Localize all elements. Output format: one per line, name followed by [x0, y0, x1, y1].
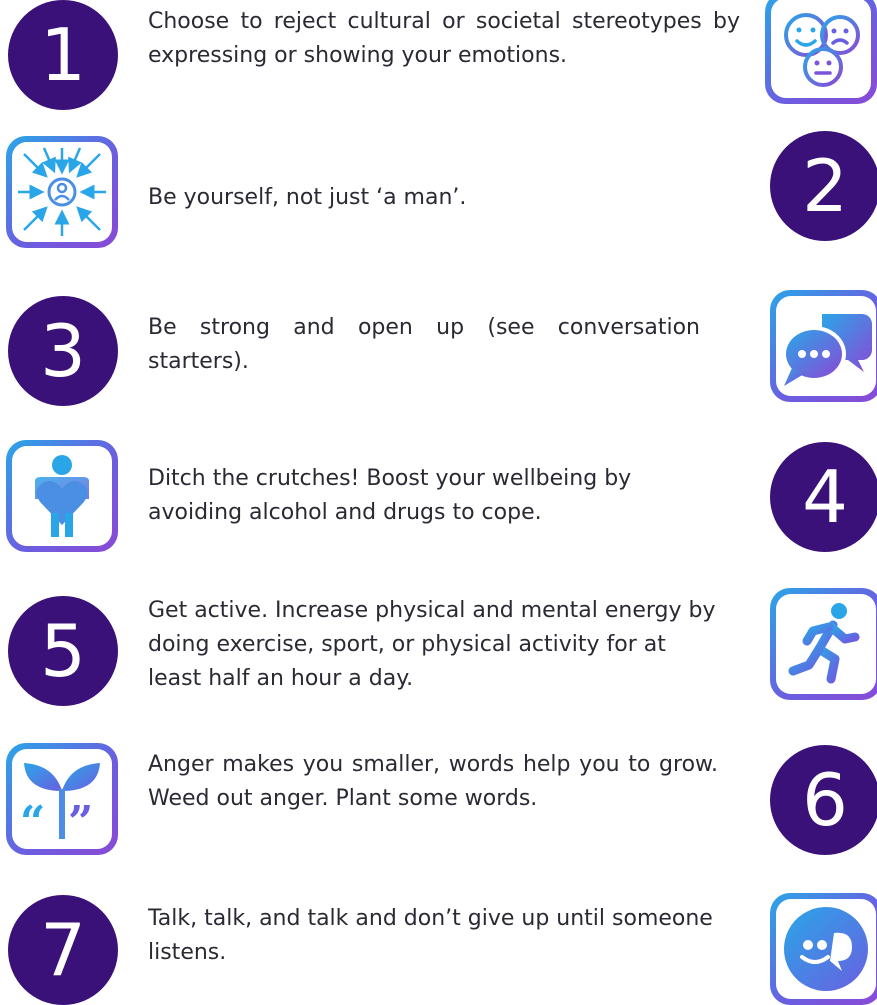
tip-6-icon-box — [6, 743, 118, 855]
tip-4-text: Ditch the crutches! Boost your wellbeing by avoiding alcohol and drugs to cope. — [148, 466, 632, 525]
tip-7-icon-box — [770, 893, 877, 1005]
tip-1-icon-box — [765, 0, 877, 104]
svg-text:”: ” — [68, 797, 94, 847]
person-heart-icon — [17, 451, 107, 541]
number-badge-7 — [8, 895, 118, 1005]
tip-3-icon-box — [770, 290, 877, 402]
number-7: 7 — [40, 908, 86, 992]
tip-6-text: Anger makes you smaller, words help you to grow. Weed out anger. Plant some words. — [148, 752, 718, 811]
number-1: 1 — [40, 13, 86, 97]
number-badge-4 — [770, 442, 877, 552]
talking-faces-icon — [778, 901, 874, 997]
tip-4-icon-box — [6, 440, 118, 552]
number-badge-6 — [770, 745, 877, 855]
sprout-quotes-icon — [14, 751, 110, 847]
running-person-icon — [781, 599, 871, 689]
tip-2-text: Be yourself, not just ‘a man’. — [148, 185, 467, 210]
number-badge-2 — [770, 131, 877, 241]
speech-bubbles-icon — [778, 298, 874, 394]
number-4: 4 — [802, 455, 848, 539]
number-badge-3 — [8, 296, 118, 406]
self-focus-arrows-icon — [14, 144, 110, 240]
number-badge-1 — [8, 0, 118, 110]
tip-5-text: Get active. Increase physical and mental energy by doing exercise, sport, or physical activity for at least half an hour a day. — [148, 598, 716, 691]
emotions-faces-icon — [778, 5, 864, 91]
tip-1-text: Choose to reject cultural or societal stereotypes by expressing or showing your emotions. — [148, 9, 740, 68]
number-5: 5 — [40, 609, 86, 693]
tip-5-icon-box — [770, 588, 877, 700]
number-badge-5 — [8, 596, 118, 706]
number-3: 3 — [40, 309, 86, 393]
tip-2-icon-box — [6, 136, 118, 248]
number-6: 6 — [802, 758, 848, 842]
tip-3-text: Be strong and open up (see conversation starters). — [148, 315, 700, 374]
svg-text:“: “ — [20, 797, 46, 847]
number-2: 2 — [802, 144, 848, 228]
tip-7-text: Talk, talk, and talk and don’t give up until someone listens. — [148, 906, 713, 965]
